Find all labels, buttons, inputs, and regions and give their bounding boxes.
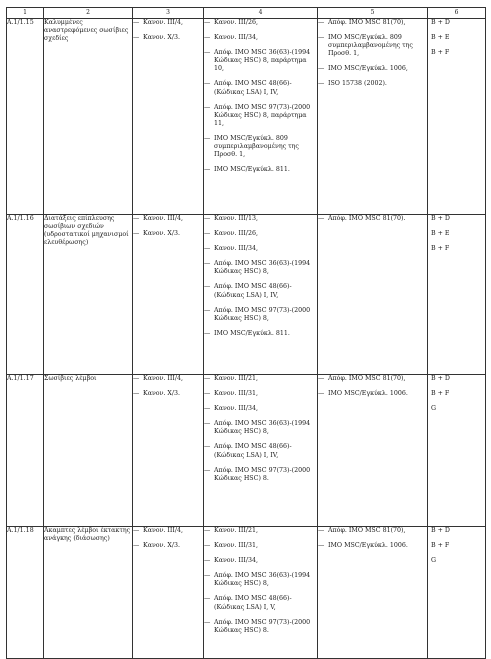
item-designation: Άκαμπτες λέμβοι έκτακτης ανάγκης (διάσωσης) xyxy=(44,527,133,659)
dash-marker: — xyxy=(318,390,325,398)
reference-text: Απόφ. IMO MSC 97(73)-(2000 Κώδικας HSC) 8, παράρτημα 11, xyxy=(214,103,311,127)
header-row xyxy=(7,8,486,19)
item-designation: Διατάξεις επίπλευσης σωσίβιων σχεδιών (υδροστατικοί μηχανισμοί ελευθέρωσης) xyxy=(44,215,133,375)
reference-list xyxy=(318,375,427,398)
reference-text: Κανον. X/3. xyxy=(143,34,181,42)
reference-text: Κανον. III/13, xyxy=(214,215,259,222)
dash-marker: — xyxy=(204,230,211,238)
col3-cell xyxy=(133,215,204,375)
dash-marker: — xyxy=(204,34,211,42)
reference-text: IMO MSC/Εγκύκλ. 809 συμπεριλαμβανομένης της Προσθ. 1, xyxy=(328,34,413,58)
dash-marker: — xyxy=(318,215,325,222)
reference-text: Απόφ. IMO MSC 48(66)-(Κώδικας LSA) I, IV, xyxy=(214,80,292,96)
reference-item xyxy=(318,527,427,535)
reference-item xyxy=(133,390,203,398)
reference-item xyxy=(204,557,317,565)
col5-cell xyxy=(318,375,428,527)
dash-marker: — xyxy=(204,19,211,26)
reference-item xyxy=(318,80,427,88)
reference-text: IMO MSC/Εγκύκλ. 811. xyxy=(214,166,290,174)
modules-cell xyxy=(428,527,486,659)
module-item: B + D xyxy=(431,375,450,382)
module-list xyxy=(428,19,485,57)
reference-item xyxy=(133,542,203,550)
reference-item xyxy=(204,542,317,550)
reference-text: Κανον. III/4, xyxy=(143,527,183,534)
reference-item xyxy=(318,65,427,73)
module-item: B + D xyxy=(431,215,450,222)
reference-list xyxy=(133,527,203,550)
reference-item xyxy=(204,619,317,635)
dash-marker: — xyxy=(204,390,211,398)
module-item: B + F xyxy=(431,542,450,550)
reference-item xyxy=(204,375,317,383)
col3-cell xyxy=(133,527,204,659)
reference-list xyxy=(204,527,317,635)
reference-text: Απόφ. IMO MSC 48(66)-(Κώδικας LSA) I, IV, xyxy=(214,283,292,299)
module-item: B + E xyxy=(431,230,450,238)
dash-marker: — xyxy=(204,260,211,268)
module-item: G xyxy=(431,405,437,413)
reference-text: Κανον. III/21, xyxy=(214,527,259,534)
col5-cell xyxy=(318,527,428,659)
module-list xyxy=(428,215,485,253)
reference-text: Κανον. III/31, xyxy=(214,542,259,550)
module-item: B + F xyxy=(431,390,450,398)
reference-item xyxy=(204,19,317,27)
reference-text: IMO MSC/Εγκύκλ. 1006, xyxy=(328,65,408,73)
reference-list xyxy=(204,375,317,483)
reference-text: Απόφ. IMO MSC 48(66)-(Κώδικας LSA) I, V, xyxy=(214,595,292,611)
col4-cell xyxy=(204,527,318,659)
dash-marker: — xyxy=(204,134,211,142)
reference-text: Απόφ. IMO MSC 81(70). xyxy=(328,215,406,222)
dash-marker: — xyxy=(318,65,325,73)
dash-marker: — xyxy=(318,527,325,534)
col3-cell xyxy=(133,19,204,215)
column-header-2: 2 xyxy=(44,8,133,19)
item-number: A.1/1.16 xyxy=(7,215,44,375)
reference-text: Κανον. III/21, xyxy=(214,375,259,382)
reference-item xyxy=(204,230,317,238)
reference-text: IMO MSC/Εγκύκλ. 1006. xyxy=(328,390,408,398)
reference-list xyxy=(204,215,317,338)
module-list xyxy=(428,527,485,565)
column-header-4: 4 xyxy=(204,8,318,19)
col5-cell xyxy=(318,215,428,375)
reference-text: Απόφ. IMO MSC 81(70), xyxy=(328,527,406,534)
dash-marker: — xyxy=(204,245,211,253)
reference-text: Κανον. X/3. xyxy=(143,390,181,398)
reference-item xyxy=(318,215,427,223)
dash-marker: — xyxy=(204,466,211,474)
modules-cell xyxy=(428,375,486,527)
reference-item xyxy=(204,390,317,398)
dash-marker: — xyxy=(204,542,211,550)
reference-item xyxy=(204,420,317,436)
reference-list xyxy=(318,215,427,223)
dash-marker: — xyxy=(318,34,325,42)
reference-item xyxy=(133,19,203,27)
reference-list xyxy=(133,215,203,238)
dash-marker: — xyxy=(204,405,211,413)
reference-text: Κανον. III/26, xyxy=(214,19,259,26)
reference-text: Κανον. III/34, xyxy=(214,405,259,413)
column-header-5: 5 xyxy=(318,8,428,19)
module-item: B + D xyxy=(431,19,450,26)
module-item: B + F xyxy=(431,245,450,253)
reference-text: Κανον. III/4, xyxy=(143,375,183,382)
reference-item xyxy=(204,527,317,535)
reference-item xyxy=(204,405,317,413)
reference-item xyxy=(204,80,317,96)
dash-marker: — xyxy=(204,80,211,88)
col3-cell xyxy=(133,375,204,527)
reference-item xyxy=(204,49,317,73)
reference-text: Απόφ. IMO MSC 48(66)-(Κώδικας LSA) I, IV, xyxy=(214,443,292,459)
reference-text: ISO 15738 (2002). xyxy=(328,80,387,88)
reference-text: Κανον. III/31, xyxy=(214,390,259,398)
dash-marker: — xyxy=(204,618,211,626)
reference-text: Κανον. X/3. xyxy=(143,542,181,550)
reference-text: IMO MSC/Εγκύκλ. 809 συμπεριλαμβανομένης της Προσθ. 1, xyxy=(214,134,299,159)
reference-item xyxy=(204,34,317,42)
item-designation: Καλυμμένες αναστρεφόμενες σωσίβιες σχεδίες xyxy=(44,19,133,215)
reference-list xyxy=(318,527,427,550)
dash-marker: — xyxy=(204,103,211,111)
table-row xyxy=(7,527,486,659)
reference-text: IMO MSC/Εγκύκλ. 1006. xyxy=(328,542,408,550)
reference-list xyxy=(133,375,203,398)
module-item: G xyxy=(431,557,437,565)
item-number: A.1/1.17 xyxy=(7,375,44,527)
reference-list xyxy=(204,19,317,174)
reference-item xyxy=(318,390,427,398)
dash-marker: — xyxy=(204,306,211,314)
column-header-6: 6 xyxy=(428,8,486,19)
reference-item xyxy=(204,135,317,159)
reference-text: Απόφ. IMO MSC 36(63)-(1994 Κώδικας HSC) 8, xyxy=(214,260,311,276)
reference-text: Απόφ. IMO MSC 97(73)-(2000 Κώδικας HSC) 8, xyxy=(214,306,311,322)
dash-marker: — xyxy=(318,80,325,88)
reference-text: Κανον. III/4, xyxy=(143,19,183,26)
item-number: A.1/1.15 xyxy=(7,19,44,215)
dash-marker: — xyxy=(204,215,211,222)
module-item: B + F xyxy=(431,49,450,57)
dash-marker: — xyxy=(133,375,140,382)
reference-text: Κανον. III/26, xyxy=(214,230,259,238)
dash-marker: — xyxy=(133,215,140,222)
reference-text: Απόφ. IMO MSC 36(63)-(1994 Κώδικας HSC) 8, xyxy=(214,420,311,436)
reference-item xyxy=(204,572,317,588)
module-list xyxy=(428,375,485,413)
reference-item xyxy=(204,443,317,459)
reference-item xyxy=(318,542,427,550)
dash-marker: — xyxy=(318,542,325,550)
dash-marker: — xyxy=(204,166,211,174)
dash-marker: — xyxy=(204,420,211,428)
dash-marker: — xyxy=(204,329,211,337)
reference-item xyxy=(133,375,203,383)
reference-item xyxy=(204,307,317,323)
reference-text: Απόφ. IMO MSC 36(63)-(1994 Κώδικας HSC) 8, xyxy=(214,572,311,588)
reference-text: Απόφ. IMO MSC 81(70), xyxy=(328,19,406,26)
dash-marker: — xyxy=(204,375,211,382)
dash-marker: — xyxy=(204,595,211,603)
reference-item xyxy=(133,215,203,223)
dash-marker: — xyxy=(204,49,211,57)
reference-text: IMO MSC/Εγκύκλ. 811. xyxy=(214,329,290,337)
reference-text: Απόφ. IMO MSC 81(70), xyxy=(328,375,406,382)
reference-item xyxy=(204,104,317,128)
reference-item xyxy=(318,34,427,58)
reference-list xyxy=(318,19,427,89)
col4-cell xyxy=(204,215,318,375)
reference-list xyxy=(133,19,203,42)
reference-text: Κανον. III/34, xyxy=(214,557,259,565)
modules-cell xyxy=(428,215,486,375)
reference-text: Κανον. X/3. xyxy=(143,230,181,238)
reference-item xyxy=(204,595,317,611)
reference-item xyxy=(318,375,427,383)
dash-marker: — xyxy=(133,230,140,238)
dash-marker: — xyxy=(204,443,211,451)
dash-marker: — xyxy=(133,542,140,550)
reference-item xyxy=(204,330,317,338)
item-designation: Σωσίβιες λέμβοι xyxy=(44,375,133,527)
dash-marker: — xyxy=(204,557,211,565)
reference-item xyxy=(204,215,317,223)
table-row xyxy=(7,19,486,215)
reference-item xyxy=(204,467,317,483)
col4-cell xyxy=(204,375,318,527)
module-item: B + D xyxy=(431,527,450,534)
reference-item xyxy=(133,527,203,535)
reference-item xyxy=(204,166,317,174)
reference-item xyxy=(133,230,203,238)
dash-marker: — xyxy=(133,19,140,26)
reference-item xyxy=(204,245,317,253)
col5-cell xyxy=(318,19,428,215)
reference-item xyxy=(133,34,203,42)
item-number: A.1/1.18 xyxy=(7,527,44,659)
dash-marker: — xyxy=(318,375,325,382)
dash-marker: — xyxy=(204,527,211,534)
reference-text: Απόφ. IMO MSC 36(63)-(1994 Κώδικας HSC) 8, παράρτημα 10, xyxy=(214,49,311,73)
reference-item xyxy=(204,260,317,276)
reference-item xyxy=(318,19,427,27)
modules-cell xyxy=(428,19,486,215)
table-row xyxy=(7,375,486,527)
module-item: B + E xyxy=(431,34,450,42)
column-header-1: 1 xyxy=(7,8,44,19)
col4-cell xyxy=(204,19,318,215)
reference-item xyxy=(204,283,317,299)
column-header-3: 3 xyxy=(133,8,204,19)
dash-marker: — xyxy=(133,390,140,398)
reference-text: Απόφ. IMO MSC 97(73)-(2000 Κώδικας HSC) 8. xyxy=(214,466,311,482)
reference-text: Κανον. III/34, xyxy=(214,34,259,42)
reference-text: Κανον. III/4, xyxy=(143,215,183,222)
regulation-table xyxy=(6,7,486,659)
reference-text: Κανον. III/34, xyxy=(214,245,259,253)
dash-marker: — xyxy=(133,34,140,42)
dash-marker: — xyxy=(204,572,211,580)
reference-text: Απόφ. IMO MSC 97(73)-(2000 Κώδικας HSC) 8. xyxy=(214,618,311,634)
dash-marker: — xyxy=(133,527,140,534)
dash-marker: — xyxy=(204,283,211,291)
table-row xyxy=(7,215,486,375)
dash-marker: — xyxy=(318,19,325,26)
